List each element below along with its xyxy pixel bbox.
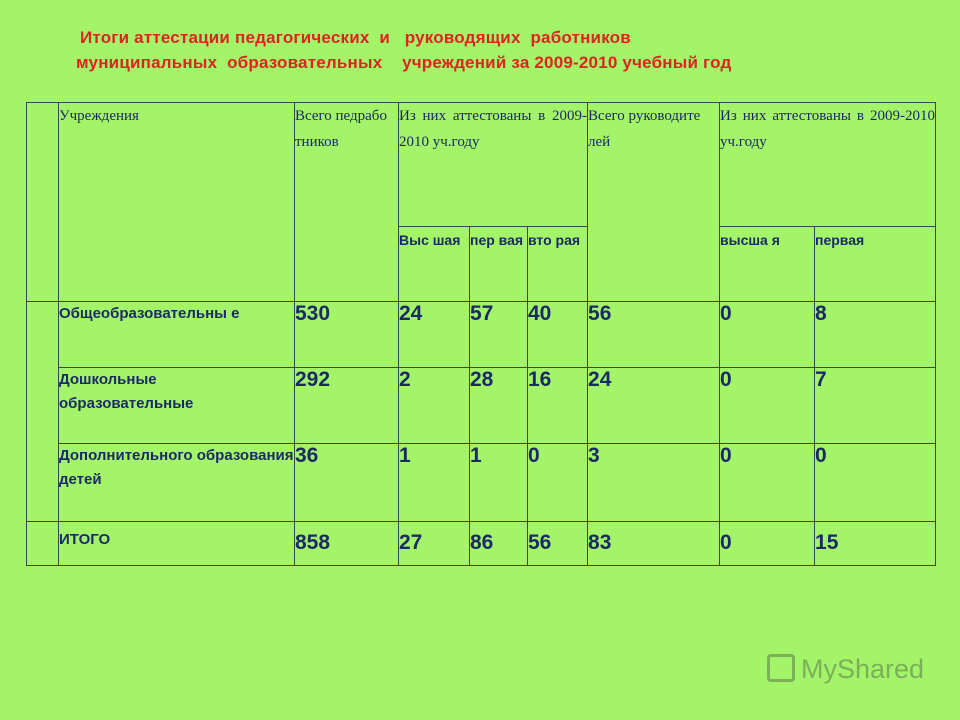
cell-second: 56 — [528, 522, 588, 566]
cell-heads-highest: 0 — [720, 522, 815, 566]
cell-second: 40 — [528, 302, 588, 368]
cell-first: 57 — [470, 302, 528, 368]
cell-heads-first: 8 — [815, 302, 936, 368]
cell-highest: 1 — [399, 444, 470, 522]
cell-heads-highest: 0 — [720, 302, 815, 368]
header-total-ped: Всего педрабо тников — [295, 103, 399, 302]
cell-highest: 27 — [399, 522, 470, 566]
sub-second: вто рая — [528, 227, 588, 302]
header-row — [27, 103, 936, 227]
cell-first: 86 — [470, 522, 528, 566]
sub-highest: Выс шая — [399, 227, 470, 302]
cell-total: 292 — [295, 368, 399, 444]
cell-heads-first: 0 — [815, 444, 936, 522]
header-institutions: Учреждения — [59, 103, 295, 302]
cell-second: 0 — [528, 444, 588, 522]
row-label: ИТОГО — [59, 522, 295, 566]
watermark: MyShared — [767, 654, 924, 685]
index-cell — [27, 522, 59, 566]
table-row — [27, 444, 936, 522]
watermark-logo-icon — [767, 654, 795, 682]
cell-total: 530 — [295, 302, 399, 368]
index-cell — [27, 103, 59, 302]
cell-heads-first: 15 — [815, 522, 936, 566]
title-line-2: муниципальных образовательных учреждений за 2009-2010 учебный год — [76, 53, 732, 72]
index-cell — [27, 302, 59, 522]
cell-second: 16 — [528, 368, 588, 444]
cell-heads-highest: 0 — [720, 368, 815, 444]
header-total-heads: Всего руководите лей — [588, 103, 720, 302]
cell-heads: 24 — [588, 368, 720, 444]
cell-first: 28 — [470, 368, 528, 444]
cell-total: 858 — [295, 522, 399, 566]
cell-total: 36 — [295, 444, 399, 522]
title-line-1: Итоги аттестации педагогических и руководящих работников — [80, 28, 631, 47]
header-attested-ped: Из них аттестованы в 2009-2010 уч.году — [399, 103, 588, 227]
row-label: Общеобразовательны е — [59, 302, 295, 368]
cell-heads: 83 — [588, 522, 720, 566]
cell-heads-highest: 0 — [720, 444, 815, 522]
cell-highest: 2 — [399, 368, 470, 444]
cell-first: 1 — [470, 444, 528, 522]
row-label: Дошкольные образовательные — [59, 368, 295, 444]
cell-highest: 24 — [399, 302, 470, 368]
header-attested-heads: Из них аттестованы в 2009-2010 уч.году — [720, 103, 936, 227]
sub-first-heads: первая — [815, 227, 936, 302]
cell-heads-first: 7 — [815, 368, 936, 444]
sub-first: пер вая — [470, 227, 528, 302]
sub-highest-heads: высша я — [720, 227, 815, 302]
cell-heads: 3 — [588, 444, 720, 522]
table-row — [27, 302, 936, 368]
attestation-table — [26, 102, 936, 566]
cell-heads: 56 — [588, 302, 720, 368]
row-label: Дополнительного образования детей — [59, 444, 295, 522]
table-row — [27, 368, 936, 444]
table-row-total — [27, 522, 936, 566]
